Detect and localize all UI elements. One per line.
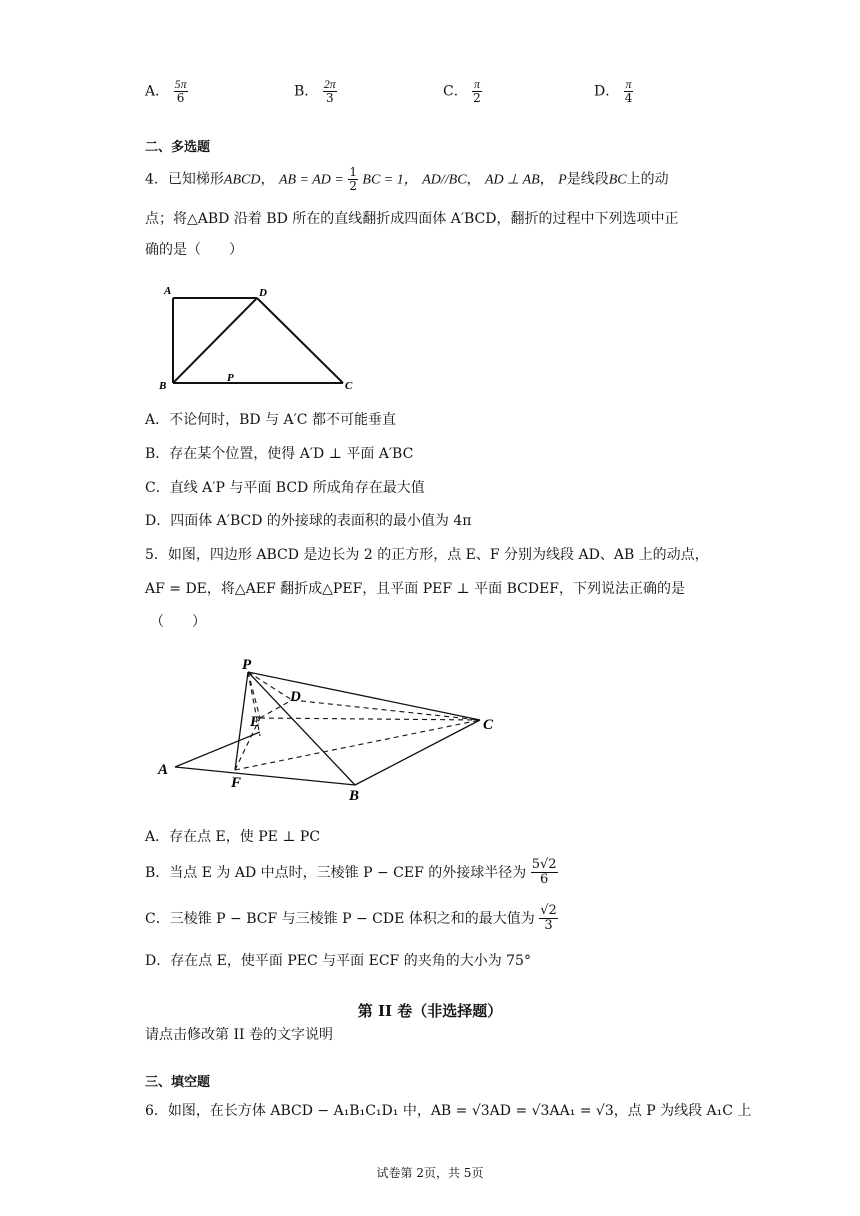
option-label: A． — [145, 83, 170, 100]
fraction: $\frac{2\pi}{3}$ — [323, 77, 336, 106]
fraction: $\frac{\pi}{2}$ — [473, 77, 481, 106]
edge-dc — [292, 700, 480, 720]
label-b: B — [349, 788, 360, 804]
fraction: $\frac{1}{2}$ — [349, 165, 357, 194]
label-d: D — [259, 287, 267, 299]
part2-title: 第 II 卷（非选择题） — [357, 1002, 503, 1020]
part2-note: 请点击修改第 II 卷的文字说明 — [145, 1027, 333, 1043]
q3-option-d — [594, 78, 633, 105]
fraction: $\frac{5√2}{6}$ — [531, 857, 557, 888]
q4-line1: 4．已知梯形ABCD， AB = AD = $\frac{1}{2}$ BC = 1， AD//BC， AD ⊥ AB， P是线段BC上的动 — [145, 165, 669, 194]
edge-pb — [248, 672, 355, 785]
fraction: $\frac{\pi}{4}$ — [624, 77, 633, 106]
q5-option-d: D．存在点 E，使平面 PEC 与平面 ECF 的夹角的大小为 75° — [145, 953, 531, 969]
section-title: 二、多选题 — [145, 140, 211, 155]
label-b: B — [159, 380, 167, 392]
q5-line3: （ ） — [150, 614, 206, 630]
edge-fc — [235, 720, 480, 770]
label-e: E — [250, 714, 261, 730]
option-label: B． — [294, 83, 319, 100]
trapezoid-figure — [155, 282, 365, 394]
q3-option-b — [294, 78, 337, 105]
q5-option-c: C．三棱锥 P − BCF 与三棱锥 P − CDE 体积之和的最大值为 $\frac{√2}{3}$ — [145, 903, 557, 934]
q5-option-b: B．当点 E 为 AD 中点时，三棱锥 P − CEF 的外接球半径为 $\frac{5√2}{6}$ — [145, 857, 557, 888]
fraction: $\frac{5\pi}{6}$ — [174, 77, 187, 106]
edge-pc — [248, 672, 480, 720]
edge-ed — [260, 700, 292, 718]
option-label: D． — [594, 83, 620, 100]
q3-option-a — [145, 78, 188, 105]
label-d: D — [290, 689, 301, 705]
q4-line3: 确的是（ ） — [145, 242, 243, 258]
q4-option-c: C．直线 A′P 与平面 BCD 所成角存在最大值 — [145, 480, 425, 496]
label-p: P — [227, 372, 234, 384]
label-p: P — [242, 657, 252, 673]
label-c: C — [345, 380, 353, 392]
q5-line2: AF = DE，将△AEF 翻折成△PEF，且平面 PEF ⊥ 平面 BCDEF，下列说法正确的是 — [145, 581, 686, 597]
section-title: 三、填空题 — [145, 1075, 211, 1090]
q4-option-d: D．四面体 A′BCD 的外接球的表面积的最小值为 4π — [145, 513, 472, 529]
q5-option-a: A．存在点 E，使 PE ⊥ PC — [145, 829, 321, 845]
q4-option-b: B．存在某个位置，使得 A′D ⊥ 平面 A′BC — [145, 446, 414, 462]
edge-ae — [175, 732, 260, 767]
page-footer: 试卷第 2页，共 5页 — [376, 1166, 484, 1180]
q4-option-a: A．不论何时，BD 与 A′C 都不可能垂直 — [145, 412, 396, 428]
q6-line1: 6．如图，在长方体 ABCD − A₁B₁C₁D₁ 中，AB = √3AD = √3AA₁ = √3，点 P 为线段 A₁C 上 — [145, 1103, 752, 1119]
label-c: C — [483, 717, 494, 733]
edge-bd — [173, 298, 257, 383]
edge-pf — [235, 672, 248, 770]
edge-ab — [175, 767, 355, 785]
q3-option-c — [443, 78, 482, 105]
label-f: F — [231, 775, 242, 791]
edge-bc — [355, 720, 480, 785]
label-a: A — [158, 762, 169, 778]
edge-dc — [257, 298, 343, 383]
q4-line2: 点；将△ABD 沿着 BD 所在的直线翻折成四面体 A′BCD，翻折的过程中下列选项中正 — [145, 211, 679, 227]
label-a: A — [164, 285, 172, 297]
q5-line1: 5．如图，四边形 ABCD 是边长为 2 的正方形，点 E、F 分别为线段 AD、AB 上的动点， — [145, 547, 709, 563]
fraction: $\frac{√2}{3}$ — [540, 903, 557, 934]
fold-figure — [155, 652, 505, 804]
option-label: C． — [443, 83, 468, 100]
